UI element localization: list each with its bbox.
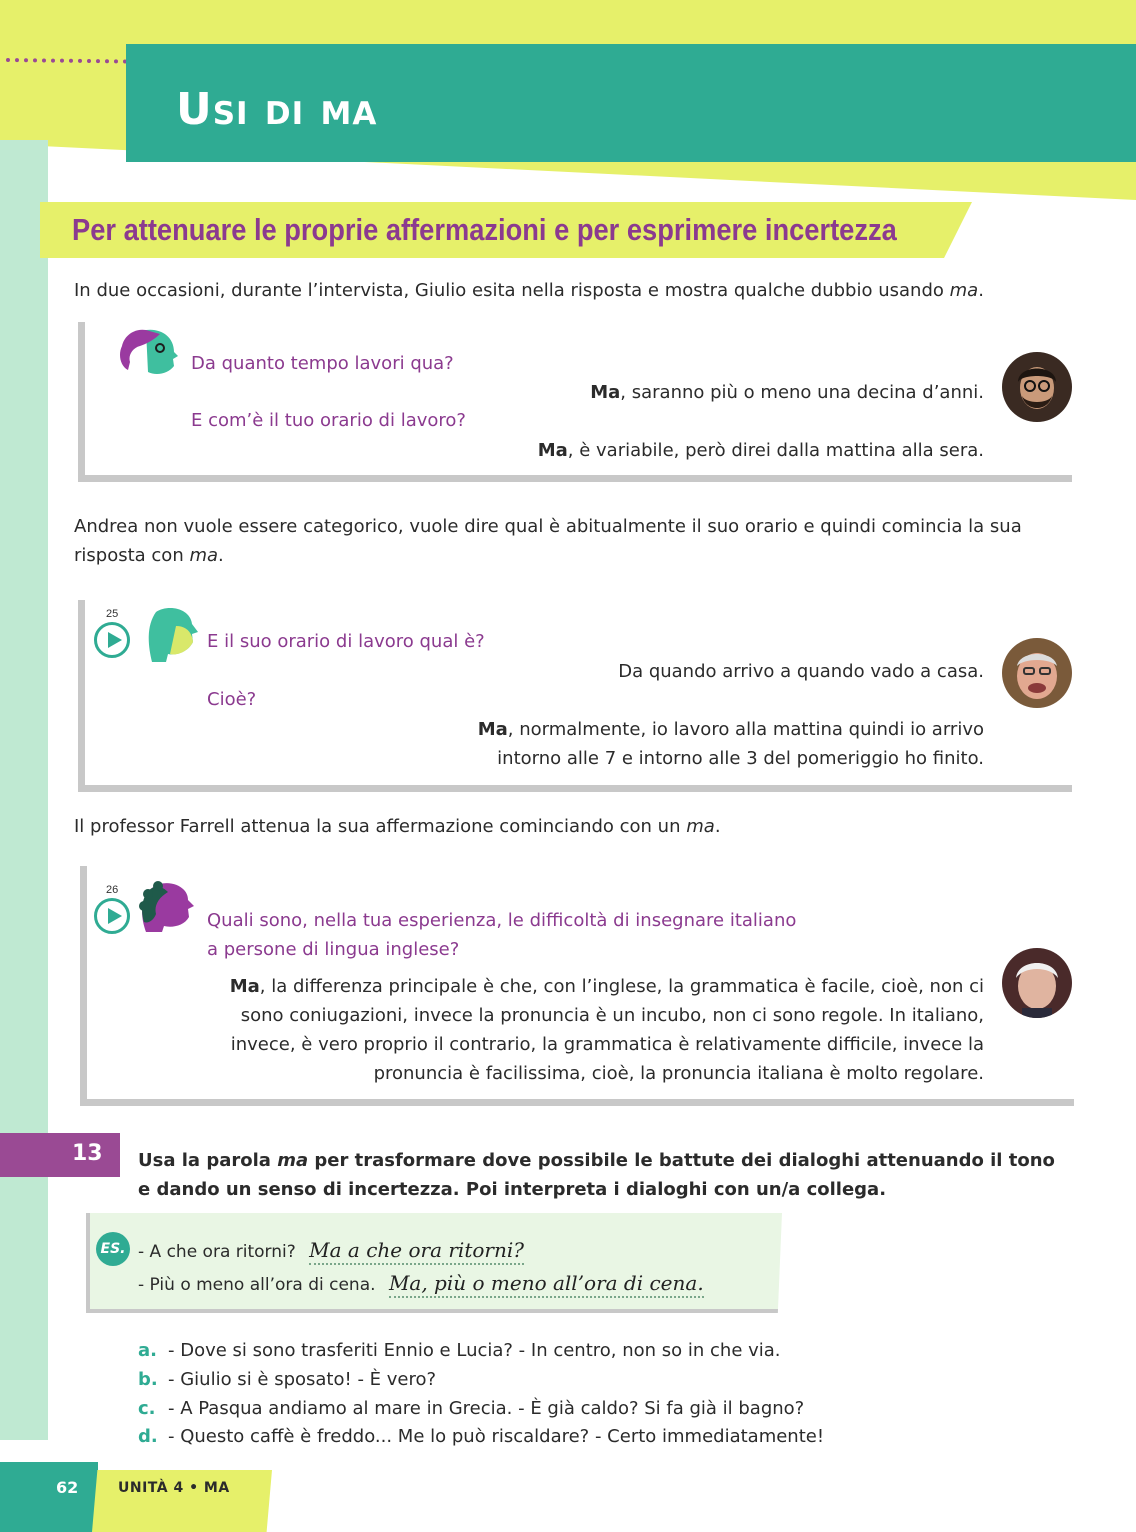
dialogue3-question: Quali sono, nella tua esperienza, le difficoltà di insegnare italiano a persone di lingua inglese? bbox=[207, 910, 797, 960]
woman-speaker-icon bbox=[116, 326, 180, 378]
play-audio-button[interactable] bbox=[94, 622, 130, 658]
dialogue1-answer-1: Ma, saranno più o meno una decina d’anni. bbox=[590, 382, 984, 403]
example-line-2: - Più o meno all’ora di cena. Ma, più o meno all’ora di cena. bbox=[138, 1271, 704, 1295]
paragraph-andrea: Andrea non vuole essere categorico, vuole dire qual è abitualmente il suo orario e quindi comincia la sua risposta con ma. bbox=[74, 516, 1022, 566]
exercise-instructions: Usa la parola ma per trasformare dove possibile le battute dei dialoghi attenuando il tono e dando un senso di incertezza. Poi interpreta i dialoghi con un/a collega. bbox=[138, 1150, 1055, 1200]
dialogue1-answer-2: Ma, è variabile, però direi dalla mattina alla sera. bbox=[537, 440, 984, 461]
dialogue3-answer: Ma, la differenza principale è che, con l’inglese, la grammatica è facile, cioè, non ci sono coniugazioni, invece la pronuncia è un incubo, non ci sono regole. In italiano, invece, è vero proprio il contrario, la grammatica è relativamente difficile, invece la pronuncia è facilissima, cioè, la pronuncia italiana è molto regolare. bbox=[229, 976, 984, 1084]
exercise-number: 13 bbox=[72, 1141, 103, 1166]
dialogue2-question-2: Cioè? bbox=[207, 689, 257, 710]
intro-paragraph: In due occasioni, durante l’intervista, Giulio esita nella risposta e mostra qualche dubbio usando ma. bbox=[74, 280, 984, 301]
exercise-item-d: d. - Questo caffè è freddo... Me lo può riscaldare? - Certo immediatamente! bbox=[138, 1426, 825, 1447]
farrell-photo bbox=[1002, 948, 1072, 1018]
curly-speaker-icon bbox=[138, 880, 198, 932]
page-number: 62 bbox=[56, 1478, 79, 1497]
example-line-1: - A che ora ritorni? Ma a che ora ritorni? bbox=[138, 1238, 524, 1262]
example-answer-2: Ma, più o meno all’ora di cena. bbox=[389, 1271, 704, 1298]
paragraph-farrell: Il professor Farrell attenua la sua affermazione cominciando con un ma. bbox=[74, 816, 721, 837]
dialogue1-question-1: Da quanto tempo lavori qua? bbox=[191, 353, 454, 374]
giulio-photo bbox=[1002, 352, 1072, 422]
dialogue2-answer-2: Ma, normalmente, io lavoro alla mattina quindi io arrivo intorno alle 7 e intorno alle 3 del pomeriggio ho finito. bbox=[477, 719, 984, 769]
footer-page-tab bbox=[0, 1462, 98, 1532]
dialogue1-question-2: E com’è il tuo orario di lavoro? bbox=[191, 410, 466, 431]
exercise-item-c: c. - A Pasqua andiamo al mare in Grecia. - È già caldo? Si fa già il bagno? bbox=[138, 1398, 805, 1419]
audio-track-number: 26 bbox=[106, 884, 119, 896]
section-title: Per attenuare le proprie affermazioni e per esprimere incertezza bbox=[72, 212, 897, 247]
andrea-photo bbox=[1002, 638, 1072, 708]
audio-track-number: 25 bbox=[106, 608, 119, 620]
dialogue2-question-1: E il suo orario di lavoro qual è? bbox=[207, 631, 485, 652]
exercise-item-a: a. - Dove si sono trasferiti Ennio e Lucia? - In centro, non so in che via. bbox=[138, 1340, 781, 1361]
page-title: Usi di ma bbox=[176, 84, 378, 135]
dialogue2-answer-1: Da quando arrivo a quando vado a casa. bbox=[618, 661, 984, 682]
man-speaker-icon bbox=[146, 606, 200, 664]
example-answer-1: Ma a che ora ritorni? bbox=[309, 1238, 524, 1265]
side-mint-band bbox=[0, 140, 48, 1440]
exercise-item-b: b. - Giulio si è sposato! - È vero? bbox=[138, 1369, 437, 1390]
example-badge: ES. bbox=[96, 1232, 130, 1266]
play-audio-button[interactable] bbox=[94, 898, 130, 934]
unit-label: UNITÀ 4 • MA bbox=[118, 1480, 230, 1496]
